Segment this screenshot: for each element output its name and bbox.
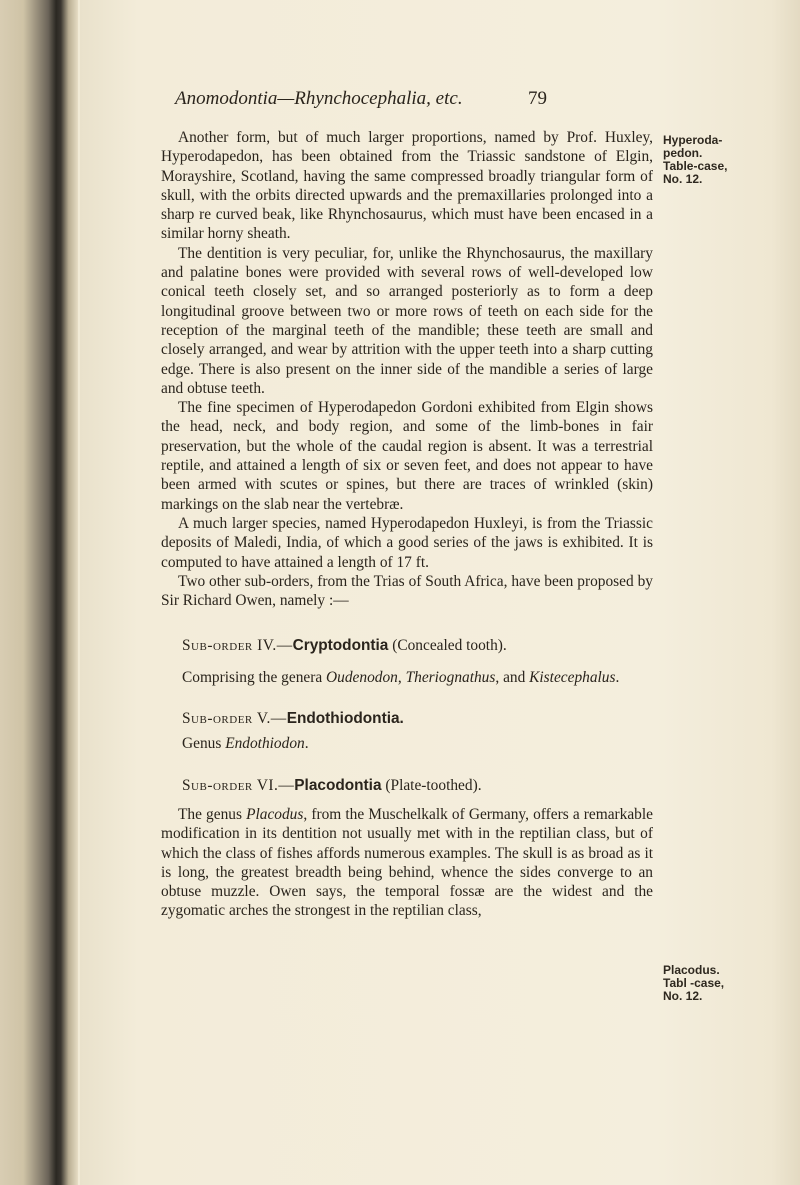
- paragraph-dentition: The dentition is very peculiar, for, unlike the Rhynchosaurus, the maxillary and palatine bones were provided with several rows of well-developed low conical teeth closely set, and so arranged posteriorly as to form a deep longitudinal groove between two or more rows of teeth on each side for the reception of the marginal teeth of the mandible; these teeth are small and closely arranged, and wear by attrition with the upper teeth into a sharp cutting edge. There is also present on the inner side of the mandible a series of large and obtuse teeth.: [161, 244, 653, 397]
- paragraph-suborders-intro: Two other sub-orders, from the Trias of South Africa, have been proposed by Sir Richard Owen, namely :—: [161, 572, 653, 610]
- margin-note-placodus: [663, 964, 753, 1003]
- margin-note-line: pedon.: [663, 146, 703, 160]
- heading-endothiodontia: Endothiodontia.: [286, 710, 404, 728]
- paragraph-hyperodapedon: Another form, but of much larger proportions, named by Prof. Huxley, Hyperodapedon, has been obtained from the Triassic sandstone of Elgin, Morayshire, Scotland, having the same compressed broadly triangular form of skull, with the orbits directed upwards and the premaxillaries prolonged into a sharp re curved beak, like Rhynchosaurus, which must have been encased in a similar horny sheath.: [161, 129, 653, 243]
- page-header: [175, 88, 547, 118]
- paragraph-endothiodontia: Genus Endothiodon.: [182, 735, 309, 753]
- body-text: [161, 128, 653, 921]
- paragraph-cryptodontia: Comprising the genera Oudenodon, Theriognathus, and Kistecephalus.: [182, 668, 620, 686]
- heading-suborder-iv: Sub-order IV.—Cryptodontia (Concealed tooth).: [182, 637, 507, 655]
- margin-note-line: No. 12.: [663, 172, 703, 186]
- book-spine-gutter: [0, 0, 78, 1185]
- margin-note-line: No. 12.: [663, 989, 703, 1003]
- paragraph-gordoni: The fine specimen of Hyperodapedon Gordoni exhibited from Elgin shows the head, neck, and body region, and some of the limb-bones in fair preservation, but the whole of the caudal region is absent. It was a terrestrial reptile, and attained a length of six or seven feet, and does not appear to have been armed with scutes or spines, but there are traces of wrinkled (skin) markings on the slab near the vertebræ.: [161, 399, 653, 513]
- margin-note-line: Hyperoda-: [663, 133, 723, 147]
- margin-note-line: Tabl -case,: [663, 976, 725, 990]
- page-number: 79: [528, 88, 547, 109]
- paragraph-placodus: The genus Placodus, from the Muschelkalk of Germany, offers a remarkable modification in its dentition not usually met with in the reptilian class, but of which the class of fishes affords numerous examples. The skull is as broad as it is long, the greatest breadth being behind, whence the sides converge to an obtuse muzzle. Owen says, the temporal fossæ are the widest and the zygomatic arches the strongest in the reptilian class,: [161, 805, 653, 920]
- heading-suborder-v: Sub-order V.—Endothiodontia.: [182, 710, 404, 728]
- heading-suborder-vi: Sub-order VI.—Placodontia (Plate-toothed).: [182, 776, 482, 794]
- margin-note-hyperodapedon: [663, 134, 753, 186]
- heading-cryptodontia: Cryptodontia: [292, 637, 389, 655]
- margin-note-line: Table-case,: [663, 159, 728, 173]
- paragraph-huxleyi: A much larger species, named Hyperodapedon Huxleyi, is from the Triassic deposits of Maledi, India, of which a good series of the jaws is exhibited. It is computed to have attained a length of 17 ft.: [161, 514, 653, 571]
- running-title: Anomodontia—Rhynchocephalia, etc.: [175, 88, 463, 109]
- heading-placodontia: Placodontia: [294, 776, 382, 794]
- margin-note-line: Placodus.: [663, 963, 720, 977]
